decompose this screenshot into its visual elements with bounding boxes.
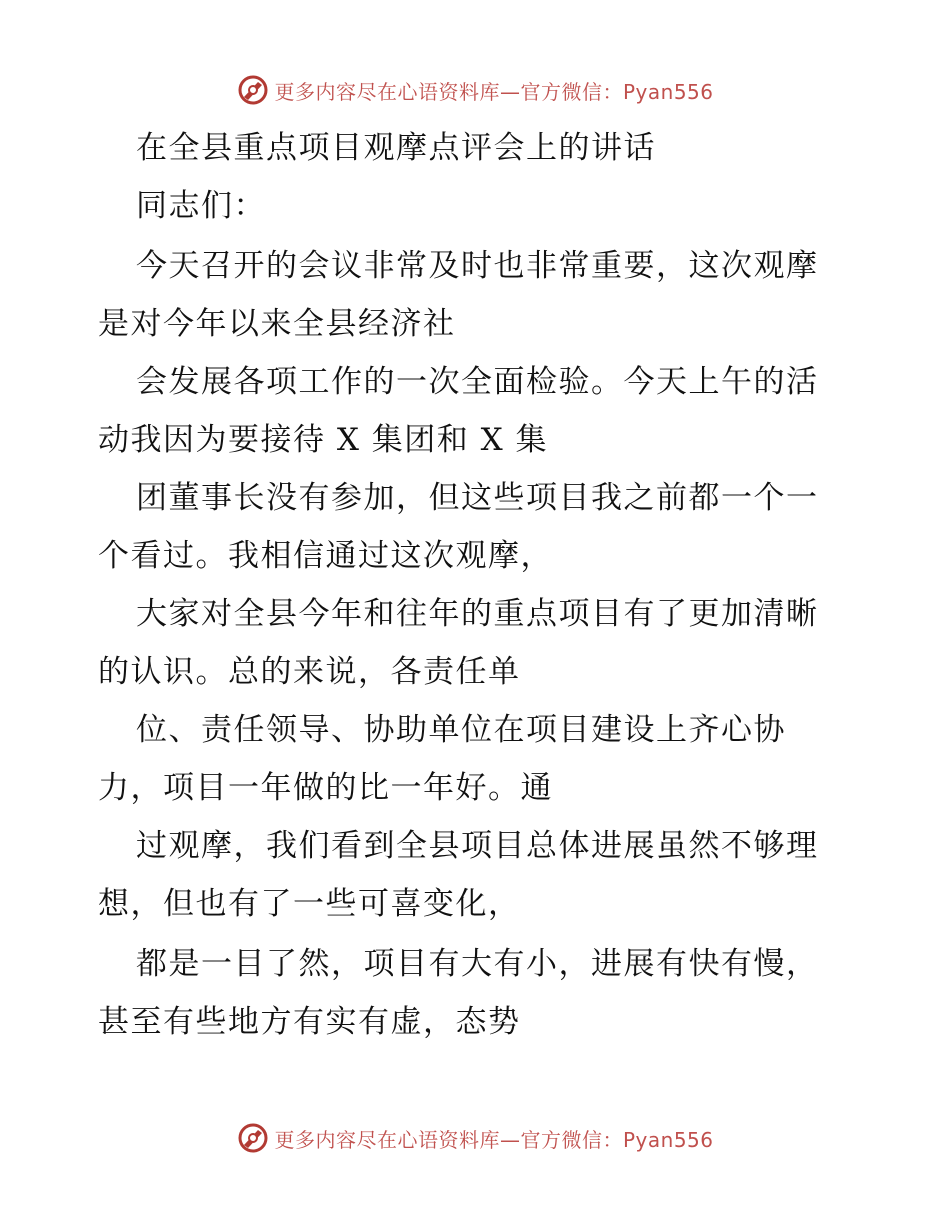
banner-text: 更多内容尽在心语资料库—官方微信：Pyan556	[274, 1127, 714, 1152]
paragraph-line: 都是一目了然，项目有大有小，进展有快有慢，	[136, 946, 819, 982]
paragraph-line: 是对今年以来全县经济社	[98, 306, 456, 342]
paragraph-line: 甚至有些地方有实有虚，态势	[98, 1004, 521, 1040]
pen-logo-icon	[236, 1121, 270, 1155]
paragraph-line: 个看过。我相信通过这次观摩，	[98, 538, 553, 574]
paragraph-line: 动我因为要接待 X 集团和 X 集	[98, 422, 549, 458]
document-title: 在全县重点项目观摩点评会上的讲话	[136, 130, 656, 166]
header-watermark-banner	[0, 70, 950, 110]
paragraph-line: 团董事长没有参加，但这些项目我之前都一个一	[136, 480, 819, 516]
paragraph-line: 过观摩，我们看到全县项目总体进展虽然不够理	[136, 828, 819, 864]
paragraph-line: 想，但也有了一些可喜变化，	[98, 886, 521, 922]
banner-text: 更多内容尽在心语资料库—官方微信：Pyan556	[274, 79, 714, 104]
paragraph-line: 会发展各项工作的一次全面检验。今天上午的活	[136, 364, 819, 400]
paragraph-line: 力，项目一年做的比一年好。通	[98, 770, 553, 806]
wechat-id: Pyan556	[622, 1127, 714, 1152]
paragraph-line: 今天召开的会议非常及时也非常重要，这次观摩	[136, 248, 819, 284]
paragraph-line: 位、责任领导、协助单位在项目建设上齐心协	[136, 712, 786, 748]
pen-logo-icon	[236, 73, 270, 107]
wechat-id: Pyan556	[622, 79, 714, 104]
paragraph-line: 的认识。总的来说，各责任单	[98, 654, 521, 690]
salutation: 同志们：	[136, 188, 266, 224]
footer-watermark-banner	[0, 1118, 950, 1158]
paragraph-line: 大家对全县今年和往年的重点项目有了更加清晰	[136, 596, 819, 632]
